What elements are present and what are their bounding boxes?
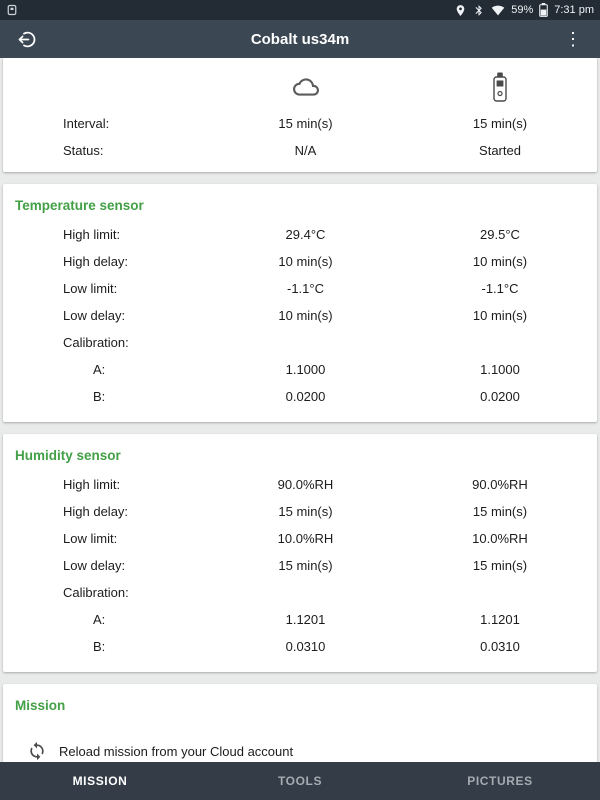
card-title: Temperature sensor	[15, 198, 144, 213]
row-label: High delay:	[63, 254, 129, 269]
row-label: Low limit:	[63, 531, 118, 546]
table-row	[3, 471, 597, 498]
row-value-device: 15 min(s)	[472, 504, 528, 519]
tab-tools[interactable]: TOOLS	[277, 774, 323, 788]
row-value-device: 0.0200	[480, 389, 520, 404]
reload-mission-button[interactable]	[3, 733, 597, 762]
row-label: High delay:	[63, 504, 129, 519]
row-value-device: 15 min(s)	[472, 116, 528, 131]
row-value-device: -1.1°C	[481, 281, 519, 296]
card-title: Mission	[15, 698, 66, 713]
row-value-cloud: 10.0%RH	[277, 531, 334, 546]
back-icon[interactable]	[12, 24, 42, 54]
overflow-menu-icon[interactable]: ⋮	[558, 24, 588, 54]
table-row	[3, 606, 597, 633]
app-bar	[0, 20, 600, 58]
row-value-cloud: 10 min(s)	[278, 254, 333, 269]
status-bar-right	[454, 3, 594, 17]
row-value-device: 10.0%RH	[472, 531, 528, 546]
page-title: Cobalt us34m	[250, 30, 350, 48]
row-label: B:	[93, 389, 106, 404]
row-value-device: 29.5°C	[480, 227, 520, 242]
row-value-device: 0.0310	[480, 639, 520, 654]
table-row	[3, 110, 597, 137]
table-row	[3, 329, 597, 356]
wifi-icon	[491, 4, 505, 17]
table-row	[3, 137, 597, 164]
table-row	[3, 552, 597, 579]
row-value-cloud: 1.1201	[285, 612, 326, 627]
row-value-device: 10 min(s)	[472, 254, 528, 269]
table-row	[3, 248, 597, 275]
column-icons-row	[3, 64, 597, 110]
table-row	[3, 525, 597, 552]
row-value-cloud: 29.4°C	[285, 227, 326, 242]
content-scroll-area[interactable]	[0, 58, 600, 762]
row-label: High limit:	[63, 227, 121, 242]
row-label: High limit:	[63, 477, 121, 492]
row-value-cloud: 15 min(s)	[278, 116, 333, 131]
logger-device-icon	[403, 72, 597, 102]
row-value-cloud: 15 min(s)	[278, 558, 333, 573]
row-label: A:	[93, 612, 106, 627]
table-row	[3, 356, 597, 383]
row-label: Interval:	[63, 116, 110, 131]
humidity-sensor-card	[3, 434, 597, 672]
row-value-device: 90.0%RH	[472, 477, 528, 492]
bluetooth-icon	[473, 4, 485, 17]
row-label: Low limit:	[63, 281, 118, 296]
sync-icon	[27, 741, 47, 761]
table-row	[3, 498, 597, 525]
status-bar	[0, 0, 600, 20]
table-row	[3, 302, 597, 329]
location-icon	[454, 4, 467, 17]
tab-pictures[interactable]: PICTURES	[467, 774, 533, 788]
row-value-cloud: 90.0%RH	[277, 477, 334, 492]
tab-bar	[0, 762, 600, 800]
summary-card	[3, 58, 597, 172]
row-value-cloud: 1.1000	[285, 362, 326, 377]
row-value-device: Started	[479, 143, 521, 158]
row-label: Status:	[63, 143, 104, 158]
status-bar-left	[6, 4, 18, 16]
row-label: Low delay:	[63, 308, 126, 323]
reload-mission-label: Reload mission from your Cloud account	[59, 743, 294, 759]
temperature-sensor-card	[3, 184, 597, 422]
row-value-device: 1.1201	[480, 612, 520, 627]
tab-mission[interactable]: MISSION	[72, 774, 128, 788]
clock: 7:31 pm	[554, 4, 594, 16]
row-value-device: 15 min(s)	[472, 558, 528, 573]
row-value-cloud: 0.0200	[285, 389, 326, 404]
row-label: B:	[93, 639, 106, 654]
battery-icon	[539, 3, 548, 17]
row-value-cloud: N/A	[294, 143, 317, 158]
table-row	[3, 383, 597, 410]
row-value-cloud: 15 min(s)	[278, 504, 333, 519]
row-value-cloud: 0.0310	[285, 639, 326, 654]
card-title: Humidity sensor	[15, 448, 121, 463]
row-value-cloud: 10 min(s)	[278, 308, 333, 323]
cloud-icon	[208, 74, 403, 100]
row-label: Calibration:	[63, 335, 129, 350]
table-row	[3, 221, 597, 248]
row-value-device: 10 min(s)	[472, 308, 528, 323]
mission-card	[3, 684, 597, 762]
battery-percent: 59%	[511, 4, 534, 16]
row-value-cloud: -1.1°C	[287, 281, 324, 296]
notification-icon	[6, 4, 18, 16]
table-row	[3, 633, 597, 660]
row-label: A:	[93, 362, 106, 377]
table-row	[3, 579, 597, 606]
row-value-device: 1.1000	[480, 362, 520, 377]
row-label: Calibration:	[63, 585, 129, 600]
row-label: Low delay:	[63, 558, 126, 573]
table-row	[3, 275, 597, 302]
